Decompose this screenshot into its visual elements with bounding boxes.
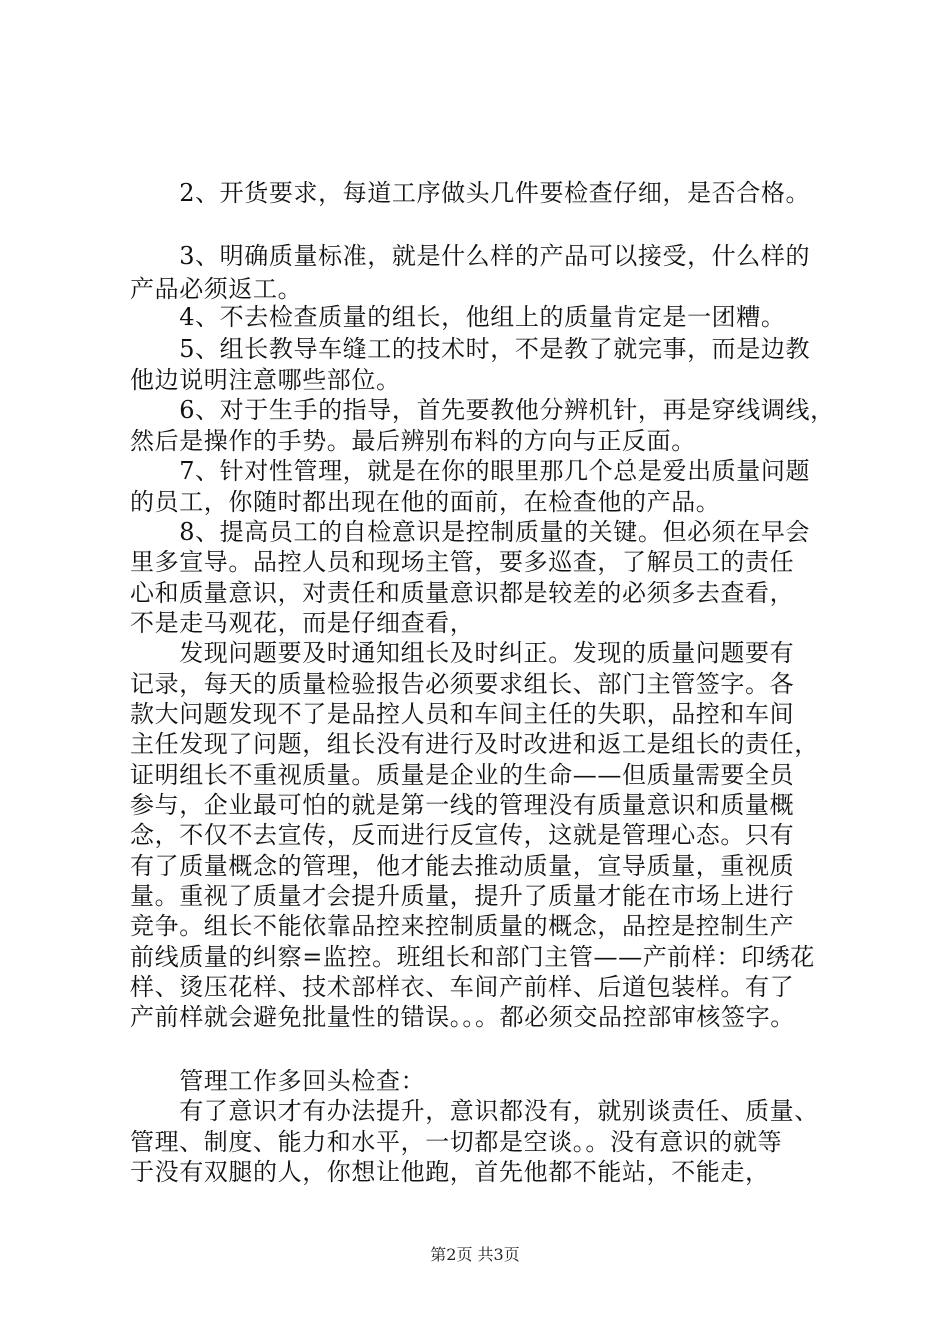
text-line: 管理、制度、能力和水平，一切都是空谈。。没有意识的就等 xyxy=(130,1128,783,1156)
text-line: 7、针对性管理，就是在你的眼里那几个总是爱出质量问题 xyxy=(130,457,811,485)
text-line: 产前样就会避免批量性的错误。。。都必须交品控部审核签字。 xyxy=(130,1003,795,1031)
text-line: 4、不去检查质量的组长，他组上的质量肯定是一团糟。 xyxy=(130,303,786,331)
text-line: 2、开货要求，每道工序做头几件要检查仔细，是否合格。 xyxy=(130,179,811,207)
text-line: 6、对于生手的指导，首先要教他分辨机针，再是穿线调线， xyxy=(130,396,835,424)
text-line: 产品必须返工。 xyxy=(130,275,303,303)
text-line: 参与，企业最可怕的就是第一线的管理没有质量意识和质量概 xyxy=(130,791,795,819)
text-line: 样、烫压花样、技术部样衣、车间产前样、后道包装样。有了 xyxy=(130,973,795,1001)
text-line: 发现问题要及时通知组长及时纠正。发现的质量问题要有 xyxy=(130,639,795,667)
text-line: 记录，每天的质量检验报告必须要求组长、部门主管签字。各 xyxy=(130,670,795,698)
page-footer: 第2页 共3页 xyxy=(430,1245,520,1264)
text-line: 不是走马观花，而是仔细查看， xyxy=(130,609,475,637)
text-line: 5、组长教导车缝工的技术时，不是教了就完事，而是边教 xyxy=(130,335,811,363)
text-line: 前线质量的纠察=监控。班组长和部门主管——产前样：印绣花 xyxy=(130,943,815,971)
text-line: 的员工，你随时都出现在他的面前，在检查他的产品。 xyxy=(130,488,721,516)
text-line: 里多宣导。品控人员和现场主管，要多巡查，了解员工的责任 xyxy=(130,548,795,576)
text-line: 念，不仅不去宣传，反而进行反宣传，这就是管理心态。只有 xyxy=(130,821,795,849)
text-line: 证明组长不重视质量。质量是企业的生命——但质量需要全员 xyxy=(130,761,795,789)
text-line: 主任发现了问题，组长没有进行及时改进和返工是组长的责任， xyxy=(130,730,819,758)
text-line: 有了意识才有办法提升，意识都没有，就别谈责任、质量、 xyxy=(130,1097,819,1125)
text-line: 于没有双腿的人，你想让他跑，首先他都不能站，不能走， xyxy=(130,1158,770,1186)
text-line: 3、明确质量标准，就是什么样的产品可以接受，什么样的 xyxy=(130,242,811,270)
text-line: 8、提高员工的自检意识是控制质量的关键。但必须在早会 xyxy=(130,518,811,546)
text-line: 管理工作多回头检查： xyxy=(130,1067,426,1095)
text-line: 量。重视了质量才会提升质量，提升了质量才能在市场上进行 xyxy=(130,882,795,910)
text-line: 竞争。组长不能依靠品控来控制质量的概念，品控是控制生产 xyxy=(130,912,795,940)
text-line: 心和质量意识，对责任和质量意识都是较差的必须多去查看， xyxy=(130,579,795,607)
text-line: 他边说明注意哪些部位。 xyxy=(130,366,401,394)
text-line: 款大问题发现不了是品控人员和车间主任的失职，品控和车间 xyxy=(130,700,795,728)
text-line: 然后是操作的手势。最后辨别布料的方向与正反面。 xyxy=(130,427,696,455)
text-line: 有了质量概念的管理，他才能去推动质量，宣导质量，重视质 xyxy=(130,852,795,880)
